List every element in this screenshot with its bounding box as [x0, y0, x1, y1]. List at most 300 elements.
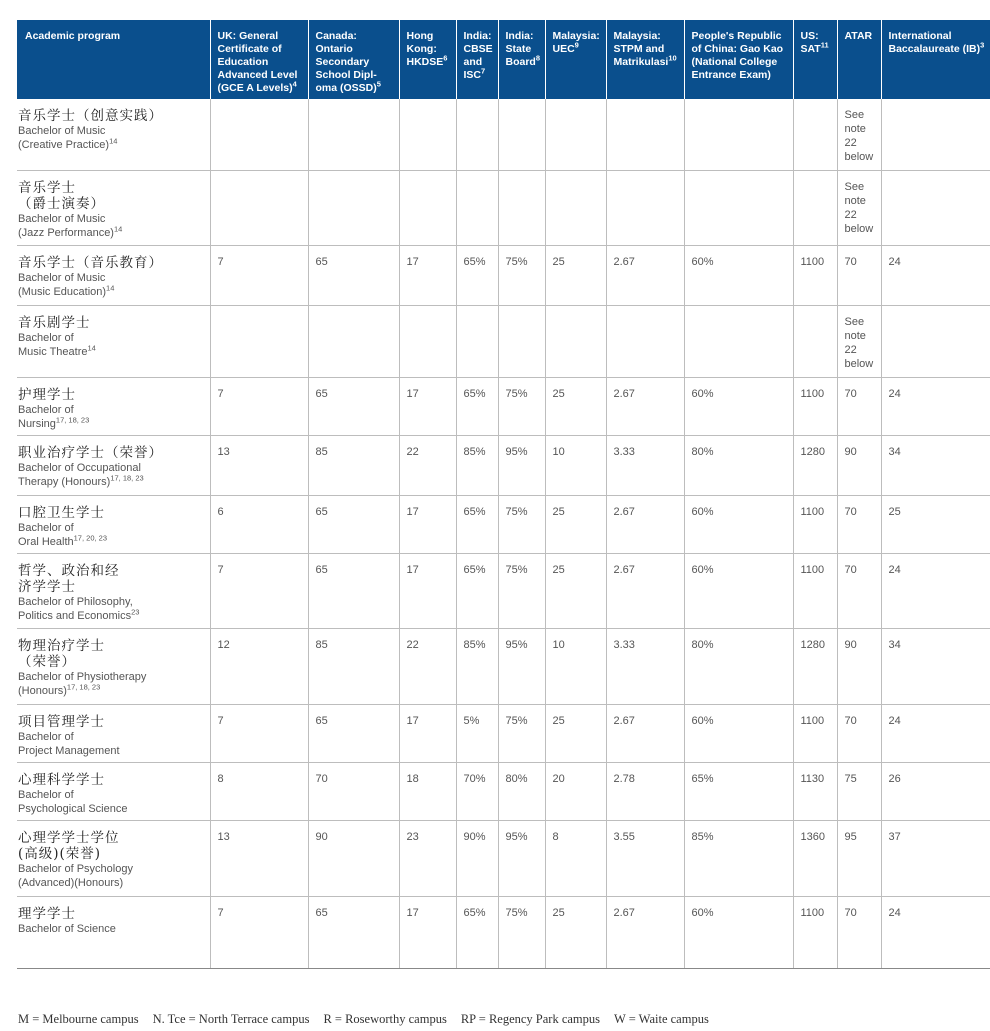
program-name-cell — [17, 305, 210, 377]
program-name-english-text: Bachelor of Music (Music Education) — [18, 271, 107, 298]
score-cell — [684, 762, 793, 820]
score-cell — [606, 628, 684, 704]
score-cell — [456, 245, 498, 305]
score-value: 75% — [505, 906, 528, 919]
score-cell — [837, 628, 881, 704]
footnote-ref: 17, 20, 23 — [73, 532, 108, 542]
score-cell — [498, 305, 545, 377]
program-name-english — [18, 922, 207, 936]
score-value: 1360 — [800, 830, 825, 843]
score-cell — [881, 170, 990, 245]
score-cell — [793, 99, 837, 170]
score-cell — [498, 245, 545, 305]
score-cell — [308, 762, 399, 820]
score-cell — [545, 377, 606, 435]
score-value: 25 — [552, 255, 565, 268]
table-row — [17, 245, 990, 305]
column-header — [684, 20, 793, 99]
score-cell — [498, 896, 545, 968]
score-cell — [399, 99, 456, 170]
program-name-english-text: Bachelor of Music Theatre — [18, 331, 88, 358]
column-header — [793, 20, 837, 99]
score-value: 1100 — [800, 505, 825, 518]
footnote-ref: 6 — [443, 53, 448, 63]
column-header — [498, 20, 545, 99]
score-cell — [545, 99, 606, 170]
score-value: 80% — [691, 638, 714, 651]
score-cell — [606, 305, 684, 377]
program-name-cell — [17, 553, 210, 628]
column-header — [837, 20, 881, 99]
score-value: 1100 — [800, 563, 825, 576]
table-row — [17, 704, 990, 762]
score-cell — [837, 553, 881, 628]
score-value: 1100 — [800, 255, 825, 268]
column-header-label: ATAR — [844, 30, 873, 42]
score-cell — [210, 435, 308, 495]
score-cell — [684, 170, 793, 245]
score-cell — [210, 170, 308, 245]
score-cell — [498, 553, 545, 628]
score-value: 70 — [844, 714, 857, 727]
column-header-label: India: State Board — [505, 30, 536, 68]
score-cell — [545, 820, 606, 896]
score-value: 3.55 — [613, 830, 635, 843]
program-name-english — [18, 788, 207, 816]
score-value: 60% — [691, 563, 714, 576]
score-value: 2.67 — [613, 563, 635, 576]
score-value: 65 — [315, 505, 328, 518]
program-name-english — [18, 271, 207, 299]
score-cell — [881, 495, 990, 553]
score-cell — [881, 820, 990, 896]
score-cell — [793, 435, 837, 495]
table-row — [17, 435, 990, 495]
score-cell — [210, 305, 308, 377]
score-cell — [456, 495, 498, 553]
score-value: 25 — [552, 387, 565, 400]
program-name-chinese: 音乐学士（音乐教育） — [18, 254, 163, 271]
score-value: 85% — [463, 445, 486, 458]
score-value: 70 — [315, 772, 328, 785]
score-value: 13 — [217, 830, 230, 843]
program-name-english — [18, 595, 207, 623]
program-name-chinese: 项目管理学士 — [18, 713, 105, 730]
column-header-label: Hong Kong: HKDSE — [406, 30, 444, 68]
score-cell — [399, 704, 456, 762]
score-cell — [399, 245, 456, 305]
score-value: 10 — [552, 445, 565, 458]
score-value: 65 — [315, 255, 328, 268]
score-value: 24 — [888, 714, 901, 727]
score-value: 60% — [691, 505, 714, 518]
score-value: 8 — [552, 830, 559, 843]
program-name-cell — [17, 704, 210, 762]
footnote-ref: 17, 18, 23 — [110, 472, 144, 482]
score-cell — [210, 377, 308, 435]
column-header — [456, 20, 498, 99]
score-value: See note 22 below — [844, 180, 874, 235]
table-row — [17, 99, 990, 170]
score-cell — [308, 495, 399, 553]
score-value: 65% — [691, 772, 714, 785]
score-cell — [308, 99, 399, 170]
score-value: 2.78 — [613, 772, 635, 785]
score-cell — [308, 377, 399, 435]
footnote-ref: 5 — [376, 79, 381, 89]
footnote-ref: 14 — [87, 342, 96, 352]
program-name-english — [18, 670, 207, 698]
campus-legend-item: R = Roseworthy campus — [323, 1012, 447, 1026]
score-value: 65% — [463, 906, 486, 919]
score-value: 90 — [315, 830, 328, 843]
score-cell — [308, 305, 399, 377]
score-cell — [606, 377, 684, 435]
score-cell — [684, 704, 793, 762]
score-value: 23 — [406, 830, 419, 843]
score-value: 85% — [691, 830, 714, 843]
program-name-cell — [17, 99, 210, 170]
score-cell — [684, 435, 793, 495]
score-value: 1280 — [800, 638, 825, 651]
score-cell — [308, 628, 399, 704]
program-name-english — [18, 862, 207, 890]
score-cell — [793, 377, 837, 435]
score-value: 34 — [888, 445, 901, 458]
score-value: 90 — [844, 638, 857, 651]
program-name-chinese: 理学学士 — [18, 905, 76, 922]
score-cell — [456, 305, 498, 377]
score-value: See note 22 below — [844, 315, 874, 370]
score-cell — [210, 820, 308, 896]
program-name-english-text: Bachelor of Physiotherapy (Honours) — [18, 670, 147, 697]
column-header-label: Academic program — [25, 30, 121, 42]
score-value: 75% — [505, 387, 528, 400]
footnote-ref: 17, 18, 23 — [55, 414, 90, 424]
score-cell — [793, 553, 837, 628]
score-value: 1100 — [800, 906, 825, 919]
score-value: 65% — [463, 505, 486, 518]
score-value: 2.67 — [613, 387, 635, 400]
score-cell — [881, 762, 990, 820]
program-name-english-text: Bachelor of Psychology (Advanced)(Honours) — [18, 862, 133, 889]
score-value: 7 — [217, 255, 224, 268]
score-cell — [837, 170, 881, 245]
column-header-label: US: SAT — [800, 30, 821, 55]
score-value: 95 — [844, 830, 857, 843]
score-value: 25 — [552, 505, 565, 518]
score-cell — [399, 435, 456, 495]
score-cell — [210, 704, 308, 762]
program-name-english — [18, 212, 207, 240]
score-cell — [881, 435, 990, 495]
score-cell — [456, 820, 498, 896]
score-cell — [684, 305, 793, 377]
score-cell — [399, 820, 456, 896]
score-value: 24 — [888, 563, 901, 576]
column-header-label: UK: General Certificate of Education Advanced Level (GCE A Levels) — [217, 30, 298, 94]
score-cell — [837, 245, 881, 305]
program-name-english — [18, 403, 207, 431]
score-cell — [210, 896, 308, 968]
program-name-chinese: 心理学学士学位 (高级)(荣誉) — [18, 829, 120, 862]
score-value: 70% — [463, 772, 486, 785]
score-value: 2.67 — [613, 255, 635, 268]
table-body — [17, 99, 990, 968]
score-value: 75% — [505, 714, 528, 727]
score-cell — [399, 553, 456, 628]
score-cell — [606, 762, 684, 820]
score-cell — [545, 896, 606, 968]
program-name-cell — [17, 820, 210, 896]
score-cell — [684, 245, 793, 305]
score-cell — [498, 704, 545, 762]
score-value: 70 — [844, 563, 857, 576]
score-value: See note 22 below — [844, 109, 874, 163]
score-cell — [684, 553, 793, 628]
score-value: 65 — [315, 906, 328, 919]
score-value: 65 — [315, 714, 328, 727]
score-cell — [837, 495, 881, 553]
score-cell — [210, 495, 308, 553]
program-name-chinese: 物理治疗学士 （荣誉） — [18, 637, 105, 670]
score-cell — [793, 896, 837, 968]
program-name-cell — [17, 495, 210, 553]
column-header — [308, 20, 399, 99]
score-cell — [545, 305, 606, 377]
score-value: 60% — [691, 714, 714, 727]
score-value: 95% — [505, 445, 528, 458]
score-value: 80% — [505, 772, 528, 785]
score-cell — [837, 435, 881, 495]
column-header — [606, 20, 684, 99]
program-name-chinese: 口腔卫生学士 — [18, 504, 105, 521]
score-cell — [606, 435, 684, 495]
column-header-label: Canada: Ontario Secondary School Dipl-oma (OSSD) — [315, 30, 377, 94]
program-name-english — [18, 730, 207, 758]
score-value: 7 — [217, 563, 224, 576]
score-cell — [881, 305, 990, 377]
score-cell — [684, 820, 793, 896]
score-cell — [308, 553, 399, 628]
program-name-chinese: 护理学士 — [18, 386, 76, 403]
score-cell — [684, 377, 793, 435]
column-header-label: Malaysia: STPM and Matrikulasi — [613, 30, 669, 68]
program-name-english — [18, 331, 207, 359]
column-header — [399, 20, 456, 99]
score-cell — [545, 762, 606, 820]
score-cell — [793, 628, 837, 704]
footnote-ref: 14 — [113, 223, 123, 233]
score-value: 90 — [844, 445, 857, 458]
score-cell — [545, 553, 606, 628]
program-name-chinese: 音乐学士（创意实践） — [18, 108, 163, 124]
score-value: 17 — [406, 563, 419, 576]
score-cell — [793, 170, 837, 245]
campus-legend-item: RP = Regency Park campus — [460, 1012, 601, 1026]
program-name-english-text: Bachelor of Project Management — [18, 730, 120, 757]
score-cell — [545, 495, 606, 553]
score-cell — [210, 245, 308, 305]
score-cell — [837, 99, 881, 170]
score-value: 1100 — [800, 714, 825, 727]
score-cell — [606, 820, 684, 896]
score-cell — [684, 628, 793, 704]
score-value: 24 — [888, 906, 901, 919]
score-cell — [498, 820, 545, 896]
column-header — [210, 20, 308, 99]
score-value: 25 — [552, 563, 565, 576]
table-row — [17, 820, 990, 896]
column-header — [17, 20, 210, 99]
score-cell — [456, 553, 498, 628]
score-value: 26 — [888, 772, 901, 785]
score-value: 65 — [315, 387, 328, 400]
score-cell — [399, 377, 456, 435]
score-cell — [881, 896, 990, 968]
score-cell — [793, 762, 837, 820]
score-cell — [684, 495, 793, 553]
campus-legend — [18, 1012, 723, 1027]
score-cell — [545, 704, 606, 762]
table-row — [17, 762, 990, 820]
score-cell — [793, 495, 837, 553]
table-row — [17, 170, 990, 245]
score-cell — [684, 99, 793, 170]
score-value: 1280 — [800, 445, 825, 458]
score-cell — [308, 896, 399, 968]
header-row — [17, 20, 990, 99]
score-value: 60% — [691, 906, 714, 919]
footnote-ref: 10 — [668, 53, 677, 63]
score-cell — [456, 704, 498, 762]
program-name-chinese: 音乐学士 （爵士演奏） — [18, 179, 105, 212]
score-value: 2.67 — [613, 505, 635, 518]
score-cell — [308, 820, 399, 896]
score-cell — [399, 170, 456, 245]
score-value: 24 — [888, 387, 901, 400]
table-row — [17, 553, 990, 628]
score-value: 75% — [505, 505, 528, 518]
score-cell — [210, 762, 308, 820]
footnote-ref: 7 — [481, 66, 486, 76]
score-cell — [881, 99, 990, 170]
footnote-ref: 14 — [109, 136, 118, 146]
score-cell — [606, 99, 684, 170]
program-name-english-text: Bachelor of Music (Jazz Performance) — [18, 212, 114, 239]
table-row — [17, 896, 990, 968]
score-value: 3.33 — [613, 445, 635, 458]
score-cell — [606, 704, 684, 762]
score-value: 65% — [463, 387, 486, 400]
score-value: 34 — [888, 638, 901, 651]
score-cell — [881, 245, 990, 305]
score-value: 70 — [844, 387, 857, 400]
score-value: 85 — [315, 638, 328, 651]
score-value: 85 — [315, 445, 328, 458]
column-header-label: Malaysia: UEC — [552, 30, 600, 55]
score-value: 75 — [844, 772, 857, 785]
score-cell — [399, 305, 456, 377]
footnote-ref: 23 — [131, 606, 140, 616]
table-row — [17, 495, 990, 553]
score-value: 18 — [406, 772, 419, 785]
footnote-ref: 11 — [820, 40, 829, 50]
score-value: 37 — [888, 830, 901, 843]
admission-requirements-table — [17, 20, 990, 969]
score-value: 1130 — [800, 772, 825, 785]
score-cell — [498, 435, 545, 495]
score-cell — [399, 628, 456, 704]
score-value: 8 — [217, 772, 224, 785]
score-cell — [684, 896, 793, 968]
score-value: 17 — [406, 255, 419, 268]
program-name-cell — [17, 896, 210, 968]
score-cell — [456, 377, 498, 435]
program-name-english — [18, 521, 207, 549]
score-value: 25 — [888, 505, 901, 518]
score-cell — [545, 628, 606, 704]
program-name-english-text: Bachelor of Psychological Science — [18, 788, 128, 815]
score-cell — [498, 495, 545, 553]
score-cell — [545, 170, 606, 245]
program-name-english-text: Bachelor of Occupational Therapy (Honours) — [18, 461, 141, 488]
score-value: 6 — [217, 505, 224, 518]
score-cell — [606, 170, 684, 245]
score-cell — [498, 762, 545, 820]
score-cell — [837, 377, 881, 435]
program-name-english-text: Bachelor of Philosophy, Politics and Economics — [18, 595, 133, 622]
score-cell — [456, 99, 498, 170]
score-value: 7 — [217, 906, 224, 919]
score-value: 65 — [315, 563, 328, 576]
score-cell — [881, 704, 990, 762]
campus-legend-item: M = Melbourne campus — [18, 1012, 139, 1026]
score-value: 85% — [463, 638, 486, 651]
score-value: 13 — [217, 445, 230, 458]
campus-legend-item: W = Waite campus — [614, 1012, 709, 1026]
program-name-english-text: Bachelor of Music (Creative Practice) — [18, 125, 110, 151]
program-name-english — [18, 124, 207, 152]
table-row — [17, 628, 990, 704]
score-value: 17 — [406, 505, 419, 518]
program-name-cell — [17, 377, 210, 435]
score-cell — [837, 704, 881, 762]
score-cell — [498, 170, 545, 245]
score-cell — [793, 305, 837, 377]
program-name-chinese: 职业治疗学士（荣誉） — [18, 444, 163, 461]
score-cell — [606, 245, 684, 305]
score-cell — [308, 704, 399, 762]
score-value: 2.67 — [613, 906, 635, 919]
score-cell — [498, 628, 545, 704]
score-value: 75% — [505, 255, 528, 268]
score-value: 20 — [552, 772, 565, 785]
score-cell — [456, 435, 498, 495]
score-cell — [308, 170, 399, 245]
score-cell — [793, 245, 837, 305]
score-value: 95% — [505, 830, 528, 843]
footnote-ref: 3 — [980, 40, 985, 50]
score-cell — [399, 896, 456, 968]
score-value: 24 — [888, 255, 901, 268]
footnote-ref: 17, 18, 23 — [66, 681, 101, 691]
score-value: 60% — [691, 255, 714, 268]
score-cell — [881, 377, 990, 435]
score-cell — [456, 896, 498, 968]
program-name-english-text: Bachelor of Nursing — [18, 403, 74, 430]
score-cell — [399, 762, 456, 820]
